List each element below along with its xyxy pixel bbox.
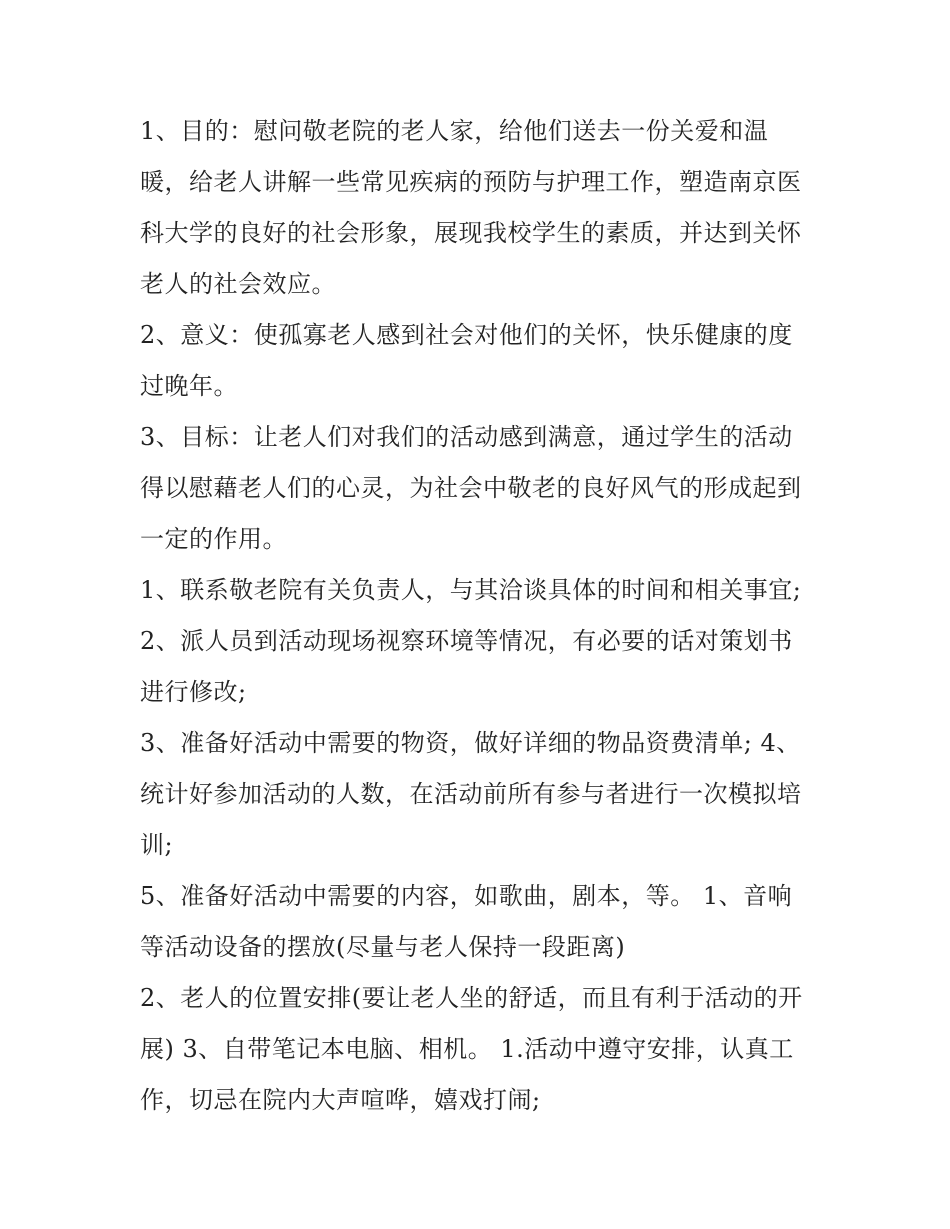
text-line: 进行修改; [140, 678, 247, 706]
text-line: 等活动设备的摆放(尽量与老人保持一段距离) [140, 933, 626, 961]
text-line: 作，切忌在院内大声喧哗，嬉戏打闹; [140, 1086, 541, 1114]
text-line: 2、派人员到活动现场视察环境等情况，有必要的话对策划书 [140, 627, 793, 655]
text-line: 过晚年。 [140, 372, 238, 400]
text-line: 3、目标：让老人们对我们的活动感到满意，通过学生的活动 [140, 423, 793, 451]
text-line: 科大学的良好的社会形象，展现我校学生的素质，并达到关怀 [140, 219, 802, 247]
text-line: 统计好参加活动的人数，在活动前所有参与者进行一次模拟培 [140, 780, 802, 808]
text-line: 1、联系敬老院有关负责人，与其洽谈具体的时间和相关事宜; [140, 576, 802, 604]
text-line: 1、目的：慰问敬老院的老人家，给他们送去一份关爱和温 [140, 117, 769, 145]
text-line: 暖，给老人讲解一些常见疾病的预防与护理工作，塑造南京医 [140, 168, 802, 196]
text-line: 展) 3、自带笔记本电脑、相机。 1.活动中遵守安排，认真工 [140, 1035, 794, 1063]
text-line: 2、老人的位置安排(要让老人坐的舒适，而且有利于活动的开 [140, 984, 803, 1012]
text-line: 2、意义：使孤寡老人感到社会对他们的关怀，快乐健康的度 [140, 321, 793, 349]
document-body [140, 106, 820, 1126]
text-line: 训; [140, 831, 174, 859]
text-line: 3、准备好活动中需要的物资，做好详细的物品资费清单; 4、 [140, 729, 801, 757]
text-line: 老人的社会效应。 [140, 270, 336, 298]
text-line: 得以慰藉老人们的心灵，为社会中敬老的良好风气的形成起到 [140, 474, 802, 502]
text-line: 一定的作用。 [140, 525, 287, 553]
text-line: 5、准备好活动中需要的内容，如歌曲，剧本，等。 1、音响 [140, 882, 793, 910]
